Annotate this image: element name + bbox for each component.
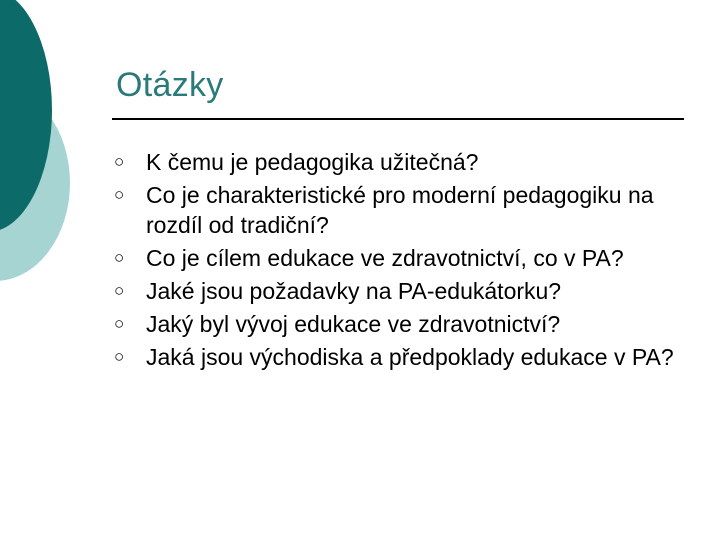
circle-bullet-icon: ○ bbox=[114, 152, 125, 171]
slide-title: Otázky bbox=[116, 66, 224, 104]
question-text: K čemu je pedagogika užitečná? bbox=[146, 149, 479, 175]
list-item bbox=[112, 342, 687, 372]
question-text: Co je charakteristické pro moderní pedagogiku na rozdíl od tradiční? bbox=[146, 182, 654, 238]
circle-bullet-icon: ○ bbox=[114, 248, 125, 267]
question-text: Jaké jsou požadavky na PA-edukátorku? bbox=[146, 278, 562, 304]
circle-bullet-icon: ○ bbox=[114, 185, 125, 204]
circle-bullet-icon: ○ bbox=[114, 347, 125, 366]
title-divider bbox=[112, 118, 684, 120]
list-item bbox=[112, 276, 687, 306]
question-text: Jaká jsou východiska a předpoklady edukace v PA? bbox=[146, 344, 674, 370]
list-item bbox=[112, 243, 687, 273]
question-text: Co je cílem edukace ve zdravotnictví, co v PA? bbox=[146, 245, 624, 271]
question-list bbox=[112, 147, 687, 375]
list-item bbox=[112, 180, 687, 240]
list-item bbox=[112, 309, 687, 339]
list-item bbox=[112, 147, 687, 177]
question-text: Jaký byl vývoj edukace ve zdravotnictví? bbox=[146, 311, 561, 337]
circle-bullet-icon: ○ bbox=[114, 314, 125, 333]
circle-bullet-icon: ○ bbox=[114, 281, 125, 300]
